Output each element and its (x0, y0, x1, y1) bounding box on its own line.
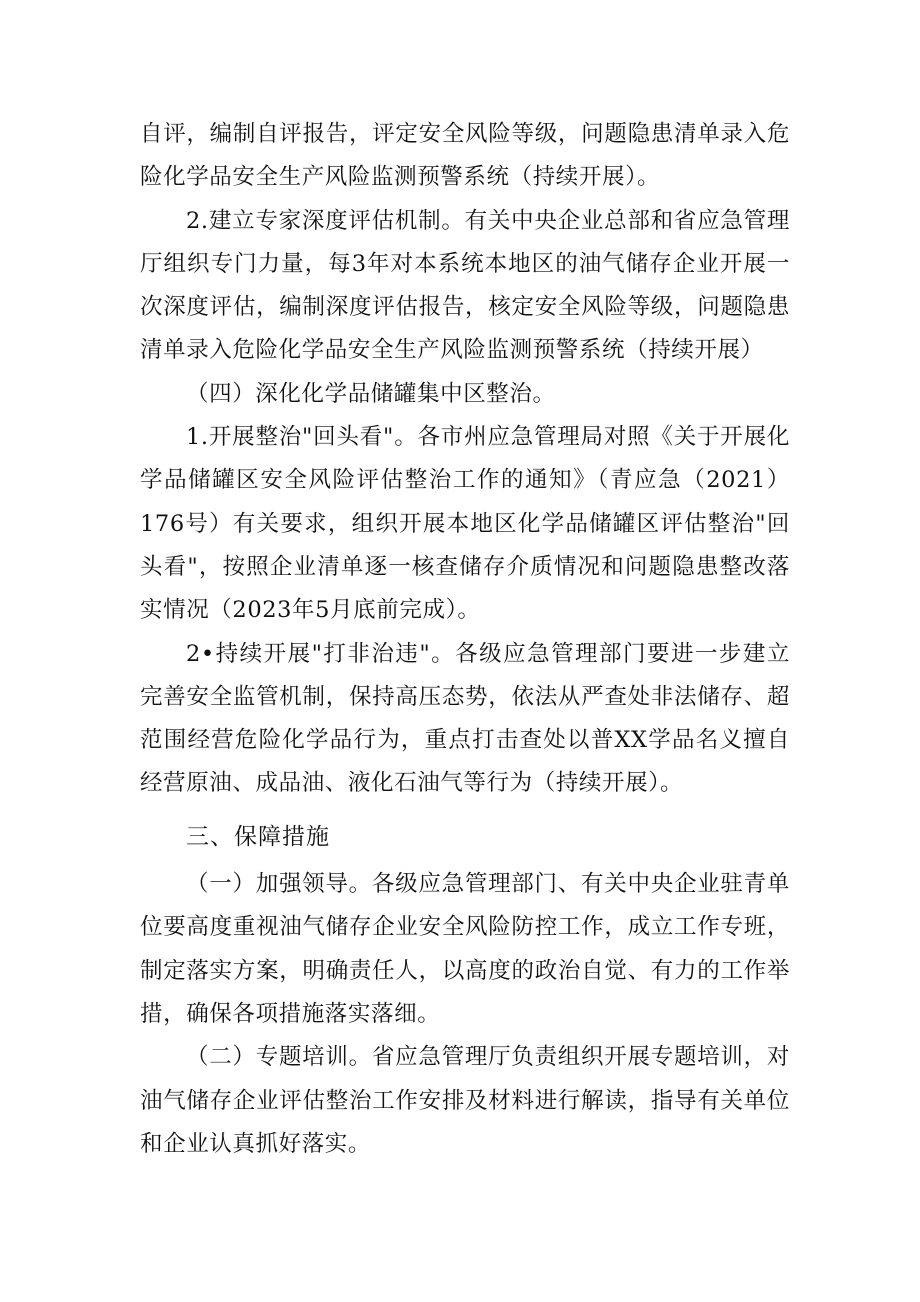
paragraph-anti-illegal: 2•持续开展"打非治违"。各级应急管理部门要进一步建立完善安全监管机制，保持高压态势，依法从严查处非法储存、超范围经营危险化学品行为，重点打击查处以普XX学品名义擅自经营原油、成品油、液化石油气等行为（持续开展）。 (140, 640, 790, 797)
subheading-storage-tank-area: （四）深化化学品储罐集中区整治。 (186, 380, 556, 407)
section-heading-safeguards: 三、保障措施 (186, 823, 330, 850)
paragraph-leadership: （一）加强领导。各级应急管理部门、有关中央企业驻青单位要高度重视油气储存企业安全风险防控工作，成立工作专班，制定落实方案，明确责任人，以高度的政治自觉、有力的工作举措，确保各项措施落实落细。 (140, 871, 790, 1027)
paragraph-self-assessment-continuation: 自评，编制自评报告，评定安全风险等级，问题隐患清单录入危险化学品安全生产风险监测预警系统（持续开展）。 (140, 121, 790, 191)
paragraph-review-campaign: 1.开展整治"回头看"。各市州应急管理局对照《关于开展化学品储罐区安全风险评估整治工作的通知》（青应急（2021）176号）有关要求，组织开展本地区化学品储罐区评估整治"回头看"，按照企业清单逐一核查储存介质情况和问题隐患整改落实情况（2023年5月底前完成）。 (140, 424, 790, 624)
paragraph-training: （二）专题培训。省应急管理厅负责组织开展专题培训，对油气储存企业评估整治工作安排及材料进行解读，指导有关单位和企业认真抓好落实。 (140, 1044, 790, 1157)
paragraph-expert-evaluation: 2.建立专家深度评估机制。有关中央企业总部和省应急管理厅组织专门力量，每3年对本系统本地区的油气储存企业开展一次深度评估，编制深度评估报告，核定安全风险等级，问题隐患清单录入危险化学品安全生产风险监测预警系统（持续开展） (140, 207, 790, 364)
document-page (140, 113, 790, 1166)
